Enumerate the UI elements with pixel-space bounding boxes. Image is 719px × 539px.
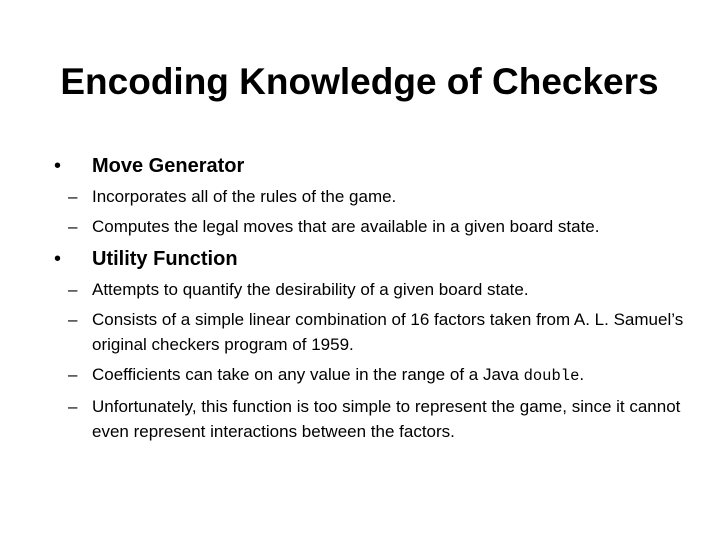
dash-marker-icon: –: [68, 397, 78, 416]
list-item: [44, 394, 684, 444]
sub-bullet-list: [44, 277, 684, 444]
list-item-label: Computes the legal moves that are available in a given board state.: [92, 217, 600, 236]
list-item-label: Move Generator: [92, 155, 245, 177]
dash-marker-icon: –: [68, 280, 78, 299]
bullet-marker-icon: •: [54, 248, 62, 270]
dash-marker-icon: –: [68, 365, 78, 384]
list-item: [44, 184, 684, 209]
list-item-label: [92, 365, 584, 384]
list-item: [44, 362, 684, 389]
list-item-text-after: .: [579, 365, 585, 384]
list-item-label: Consists of a simple linear combination of 16 factors taken from A. L. Samuel’s original checkers program of 1959.: [92, 310, 684, 354]
dash-marker-icon: –: [68, 310, 78, 329]
list-item: [44, 214, 684, 239]
list-item: [44, 245, 684, 273]
list-item: [44, 277, 684, 302]
list-item-label: Attempts to quantify the desirability of a given board state.: [92, 280, 529, 299]
dash-marker-icon: –: [68, 217, 78, 236]
list-item: [44, 152, 684, 180]
dash-marker-icon: –: [68, 187, 78, 206]
list-item-text-before: Coefficients can take on any value in the range of a Java: [92, 365, 524, 384]
code-literal: double: [523, 367, 580, 385]
bullet-list: [44, 152, 684, 444]
list-item-label: Unfortunately, this function is too simple to represent the game, since it cannot even represent interactions between the factors.: [92, 397, 681, 441]
list-item-label: Utility Function: [92, 248, 238, 270]
page-title: Encoding Knowledge of Checkers: [60, 61, 659, 102]
slide-body: [44, 152, 684, 450]
bullet-marker-icon: •: [54, 155, 62, 177]
sub-bullet-list: [44, 184, 684, 239]
list-item-label: Incorporates all of the rules of the game.: [92, 187, 397, 206]
list-item: [44, 307, 684, 357]
